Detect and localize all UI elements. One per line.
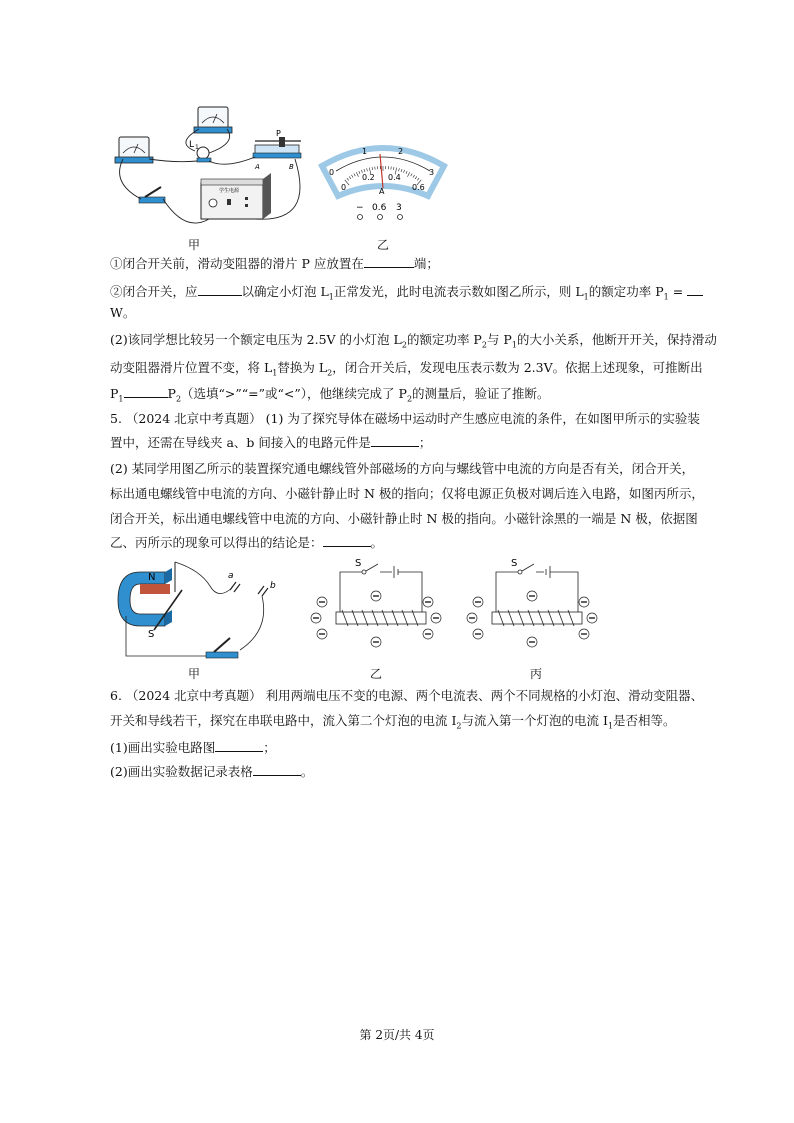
svg-text:1: 1 — [195, 144, 199, 151]
svg-text:A: A — [255, 163, 260, 171]
figure-1-caption-right: 乙 — [377, 238, 390, 252]
figure-2-solenoid-bing — [466, 552, 598, 652]
q6-item1: (1)画出实验电路图 ； — [110, 740, 276, 755]
q4-step2: ②闭合开关，应 以确定小灯泡 $L_1$正常发光，此时电流表示数如图乙所示，则 $L_1$的额定功率 $P_1$ = — [110, 283, 703, 307]
figure-2-caption-yi: 乙 — [370, 667, 383, 681]
svg-text:P: P — [276, 129, 281, 138]
q5-line6: 乙、丙所示的现象可以得出的结论是： 。 — [110, 535, 384, 550]
rheostat — [253, 129, 301, 171]
figure-2-solenoid-yi — [310, 552, 442, 652]
q6-item2: (2)画出实验数据记录表格 。 — [110, 764, 314, 779]
figure-2-caption-bing: 丙 — [530, 667, 543, 681]
switch — [139, 187, 165, 203]
svg-text:0.2: 0.2 — [362, 173, 375, 182]
svg-text:S: S — [148, 629, 155, 640]
svg-text:0.4: 0.4 — [388, 173, 401, 182]
svg-text:L: L — [189, 140, 195, 150]
q4-part2-line3: $P_1$ $P_2$（选填“>”“=”或“<”），他继续完成了 $P_2$的测量后，验证了推断。 — [110, 386, 550, 404]
svg-text:A: A — [379, 187, 385, 196]
power-supply — [201, 173, 271, 219]
meter-left — [115, 137, 153, 163]
ammeter-dial — [316, 138, 451, 223]
svg-text:S: S — [511, 558, 518, 569]
svg-text:B: B — [289, 163, 294, 171]
meter-top — [194, 107, 232, 133]
svg-text:0: 0 — [329, 168, 335, 177]
svg-text:2: 2 — [398, 147, 404, 156]
q4-step1: ①闭合开关前，滑动变阻器的滑片 P 应放置在 端； — [110, 256, 439, 271]
svg-text:3: 3 — [429, 168, 435, 177]
q5-line5: 闭合开关，标出通电螺线管中电流的方向、小磁针静止时 N 极的指向。小磁针涂黑的一端是 N 极，依据图 — [110, 511, 698, 526]
svg-text:学生电源: 学生电源 — [219, 188, 240, 194]
q6-line1: 6. （2024 北京中考真题） 利用两端电压不变的电源、两个电流表、两个不同规格的小灯泡、滑动变阻器、 — [110, 688, 704, 703]
q5-line4: 标出通电螺线管中电流的方向、小磁针静止时 N 极的指向；仅将电源正负极对调后连入电路，如图丙所示， — [110, 486, 704, 501]
svg-text:N: N — [148, 572, 156, 583]
q5-line3: (2) 某同学用图乙所示的装置探究通电螺线管外部磁场的方向与螺线管中电流的方向是否有关，闭合开关， — [110, 461, 695, 476]
svg-text:0: 0 — [341, 183, 347, 192]
svg-text:1: 1 — [362, 147, 368, 156]
q6-line2: 开关和导线若干，探究在串联电路中，流入第二个灯泡的电流 $I_2$与流入第一个灯泡的电流 $I_1$是否相等。 — [110, 713, 676, 731]
q4-part2-line1: (2)该同学想比较另一个额定电压为 2.5V 的小灯泡 $L_2$的额定功率 $P_2$与 $P_1$的大小关系，他断开开关，保持滑动 — [110, 332, 717, 350]
page-number: 第 2页/共 4页 — [359, 1028, 435, 1042]
q4-part2-line2: 动变阻器滑片位置不变，将 $L_1$替换为 $L_2$，闭合开关后，发现电压表示数为 2.3V。依据上述现象，可推断出 — [110, 360, 703, 378]
svg-text:S: S — [355, 558, 362, 569]
svg-text:−: − — [356, 203, 364, 213]
svg-text:3: 3 — [396, 203, 402, 213]
q5-line1: 5. （2024 北京中考真题） (1) 为了探究导体在磁场中运动时产生感应电流的条件，在如图甲所示的实验装 — [110, 411, 700, 426]
q4-step2-unit: W。 — [110, 305, 136, 320]
svg-text:0.6: 0.6 — [412, 183, 425, 192]
svg-text:b: b — [270, 581, 276, 591]
bulb-L1 — [189, 140, 211, 162]
svg-text:0.6: 0.6 — [372, 203, 387, 213]
figure-1-caption-left: 甲 — [188, 238, 201, 252]
figure-2-caption-jia: 甲 — [188, 667, 201, 681]
q5-line2: 置中，还需在导线夹 a、b 间接入的电路元件是 ； — [110, 435, 432, 450]
svg-text:a: a — [228, 571, 234, 581]
figure-2-induction — [110, 560, 290, 665]
